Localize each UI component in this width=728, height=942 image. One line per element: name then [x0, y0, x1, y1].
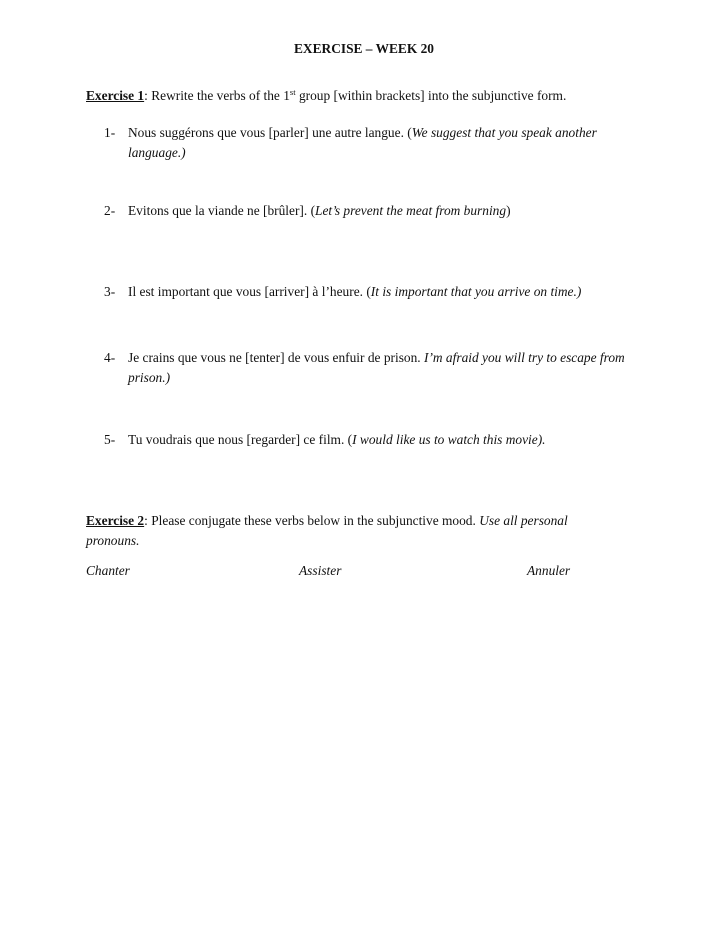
verb-assister: Assister — [299, 563, 342, 578]
item-text — [128, 123, 643, 163]
item-end: ) — [506, 203, 511, 218]
item-english: We suggest that you speak another language.) — [128, 125, 597, 160]
item-text — [128, 282, 643, 302]
item-number: 4- — [104, 350, 116, 365]
exercise-1-instruction-text-a: : Rewrite the verbs of the 1 — [144, 88, 290, 103]
item-text — [128, 348, 643, 388]
page-title: EXERCISE – WEEK 20 — [293, 41, 435, 56]
verb-annuler: Annuler — [527, 563, 571, 578]
item-number: 3- — [104, 284, 116, 299]
item-english: I’m afraid you will try to escape from prison.) — [128, 350, 625, 385]
item-french: Je crains que vous ne [tenter] de vous enfuir de prison. — [128, 350, 424, 365]
item-number: 2- — [104, 203, 116, 218]
exercise-1-label: Exercise 1 — [86, 88, 145, 103]
item-english: It is important that you arrive on time.) — [370, 284, 582, 299]
verb-chanter: Chanter — [86, 563, 130, 578]
item-english: Let’s prevent the meat from burning — [315, 203, 507, 218]
item-french: Il est important que vous [arriver] à l’heure. ( — [128, 284, 371, 299]
exercise-2-instruction — [86, 511, 616, 551]
exercise-1-instruction — [86, 86, 686, 106]
exercise-1-instruction-text-b: group [within brackets] into the subjunctive form. — [295, 88, 567, 103]
item-number: 1- — [104, 125, 116, 140]
exercise-2-instruction-italic: Use all personal pronouns. — [86, 513, 568, 548]
item-text — [128, 430, 643, 450]
exercise-2-instruction-text: : Please conjugate these verbs below in the subjunctive mood. — [144, 513, 480, 528]
item-french: Evitons que la viande ne [brûler]. ( — [128, 203, 316, 218]
item-french: Tu voudrais que nous [regarder] ce film. ( — [128, 432, 353, 447]
item-text — [128, 201, 643, 221]
exercise-1-superscript: st — [289, 87, 296, 97]
exercise-2-label: Exercise 2 — [86, 513, 145, 528]
item-english: I would like us to watch this movie). — [352, 432, 546, 447]
item-number: 5- — [104, 432, 116, 447]
item-french: Nous suggérons que vous [parler] une autre langue. ( — [128, 125, 412, 140]
